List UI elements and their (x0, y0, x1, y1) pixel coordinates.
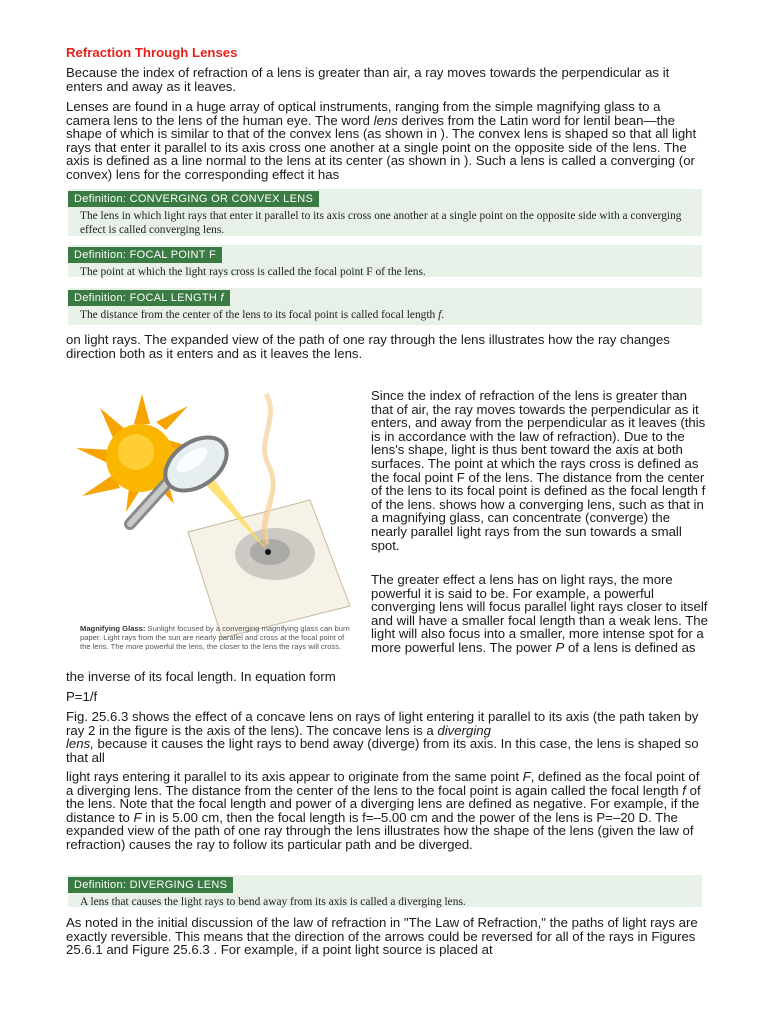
power-var: P (555, 639, 565, 655)
caption-text: Sunlight focused by a converging magnifying glass can burn paper. Light rays from the sun are nearly parallel and cross at the focal point of the lens. The more powerful the lens, the closer to the lens the rays will cross. (80, 624, 350, 651)
caption-title: Magnifying Glass: (80, 624, 146, 633)
definition-converging-lens (68, 189, 702, 236)
concave-lens-paragraph-a: Fig. 25.6.3 shows the effect of a concave lens on rays of light entering it parallel to its axis (the path taken by ray 2 in the figure is the axis of the lens). The concave lens is a (66, 709, 699, 738)
concave-lens-paragraph-b: because it causes the light rays to bend away (diverge) from its axis. In this case, the lens is shaped so that all (66, 736, 699, 765)
inverse-paragraph: the inverse of its focal length. In equation form (66, 669, 336, 684)
diverging-paragraph-c: of the lens. Note that the focal length and power of a diverging lens are defined as negative. For example, if the distance to (66, 782, 701, 825)
section-title: Refraction Through Lenses (66, 45, 238, 60)
lens-word: lens (373, 112, 398, 128)
diverging-paragraph-d: in is 5.00 cm, then the focal length is f=–5.00 cm and the power of the lens is P=–20 D. The expanded view of the path of one ray through the lens illustrates how the shape of the lens (given the law of refraction) causes the ray to follow its particular path and be diverged. (66, 809, 694, 852)
diverging-paragraph-a: light rays entering it parallel to its axis appear to originate from the same point (66, 769, 523, 784)
definition-diverging-lens (68, 875, 702, 907)
definition-body: The lens in which light rays that enter it parallel to its axis cross one another at a single point on the opposite side with a converging effect is called converging lens. (80, 210, 682, 236)
light-rays-paragraph: on light rays. The expanded view of the path of one ray through the lens illustrates how the ray changes direction both as it enters and as it leaves the lens. (66, 332, 670, 361)
diverging-word: diverging (437, 722, 491, 738)
lens-paragraph (66, 100, 706, 182)
equation: P=1/f (66, 689, 98, 704)
lens-word-2: lens, (66, 736, 94, 752)
diverging-lens-paragraph (66, 770, 706, 852)
intro-paragraph: Because the index of refraction of a lens is greater than air, a ray moves towards the perpendicular as it enters and away as it leaves. (66, 65, 670, 94)
concave-lens-paragraph (66, 710, 706, 764)
right-column-paragraph-2 (371, 573, 709, 655)
definition-header (68, 290, 230, 306)
lens-paragraph-b: derives from the Latin word for lentil bean—the shape of which is similar to that of the convex lens (as shown in ). The convex lens is shaped so that all light rays that enter it parallel to its axis cross one another at a single point on the opposite side of the lens. The axis is defined as a line normal to the lens at its center (as shown in ). Such a lens is called a converging (or convex) lens for the corresponding effect it has (66, 112, 697, 182)
definition-header: Definition: FOCAL POINT F (68, 247, 222, 263)
diverging-paragraph-b: , defined as the focal point of a diverging lens. The distance from the center of the lens to the focal point is again called the focal length (66, 769, 700, 798)
definition-body: The point at which the light rays cross is called the focal point F of the lens. (80, 266, 426, 278)
focal-point-var: F (522, 769, 531, 784)
definition-body: A lens that causes the light rays to bend away from its axis is called a diverging lens. (80, 896, 466, 908)
magnifying-glass-figure (70, 384, 358, 664)
definition-header: Definition: CONVERGING OR CONVEX LENS (68, 191, 319, 207)
definition-body (68, 306, 702, 326)
definition-body-text: The distance from the center of the lens to its focal point is called focal length (80, 309, 436, 321)
focal-length-var: f (682, 782, 686, 798)
definition-focal-point (68, 245, 702, 277)
lens-paragraph-a: Lenses are found in a huge array of optical instruments, ranging from the simple magnifying glass to a camera lens to the lens of the human eye. The word (66, 99, 661, 128)
focal-point-var-2: F (133, 809, 142, 825)
definition-header-text: Definition: FOCAL LENGTH (74, 292, 218, 304)
definition-body-var: f (438, 309, 442, 321)
definition-body-end: . (441, 309, 445, 321)
right-column-paragraph-2-a: The greater effect a lens has on light rays, the more powerful it is said to be. For example, a powerful converging lens will focus parallel light rays closer to itself and will have a smaller focal length than a weak lens. The light will also focus into a smaller, more intense spot for a more powerful lens. The power (371, 572, 708, 655)
definition-header-var: f (220, 292, 224, 304)
definition-header: Definition: DIVERGING LENS (68, 877, 233, 893)
focal-point-dot (265, 549, 271, 555)
definition-focal-length (68, 288, 702, 325)
right-column-paragraph-2-b: of a lens is defined as (564, 639, 696, 655)
figure-caption (80, 624, 352, 651)
reversibility-paragraph: As noted in the initial discussion of the law of refraction in "The Law of Refraction," the paths of light rays are exactly reversible. This means that the direction of the arrows could be reversed for all of the rays in Figures 25.6.1 and Figure 25.6.3 . For example, if a point light source is placed at (66, 915, 698, 958)
right-column-paragraph-1: Since the index of refraction of the lens is greater than that of air, the ray moves towards the perpendicular as it enters, and away from the perpendicular as it leaves (this is in accordance with the law of refraction). Due to the lens's shape, light is thus bent toward the axis at both surfaces. The point at which the rays cross is defined as the focal point F of the lens. The distance from the center of the lens to its focal point is defined as the focal length f of the lens. shows how a converging lens, such as that in a magnifying glass, can concentrate (converge) the nearly parallel light rays from the sun towards a small spot. (371, 388, 706, 553)
